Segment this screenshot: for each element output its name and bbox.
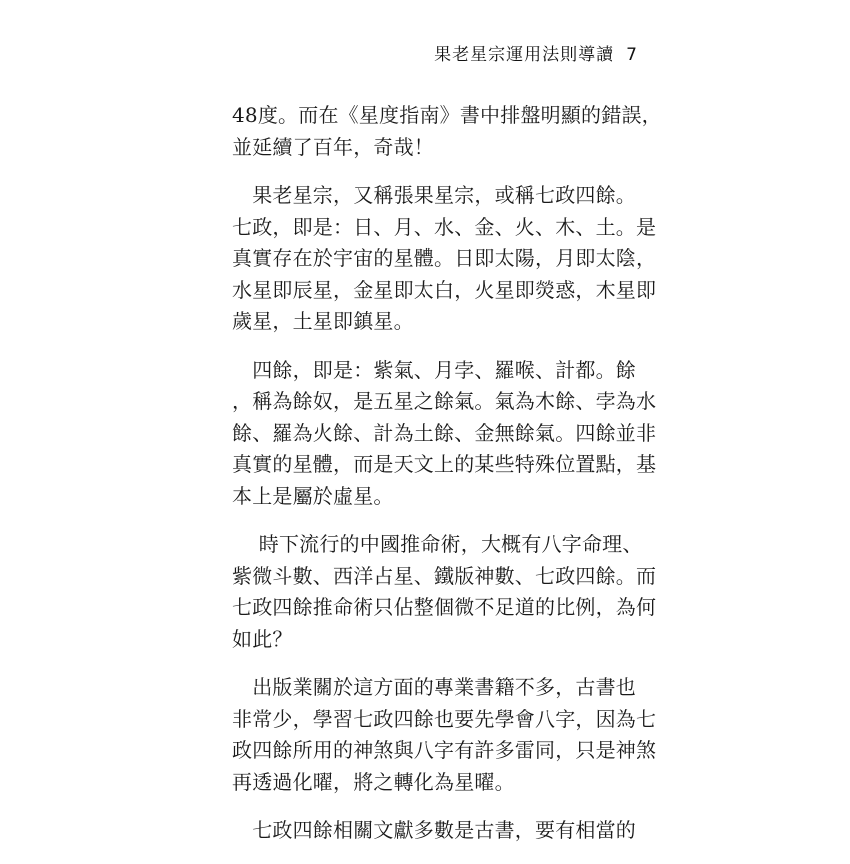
paragraph [232, 815, 642, 847]
text-line: 再透過化曜，將之轉化為星曜。 [232, 769, 515, 794]
text-line: 果老星宗，又稱張果星宗，或稱七政四餘。 [232, 183, 636, 207]
paragraph [232, 529, 657, 655]
text-line: 非常少，學習七政四餘也要先學會八字，因為七 [232, 706, 657, 731]
text-line: 紫微斗數、西洋占星、鐵版神數、七政四餘。而 [232, 563, 657, 588]
text-line: 並延續了百年，奇哉！ [232, 134, 434, 159]
text-line: 出版業關於這方面的專業書籍不多，古書也 [232, 675, 636, 699]
paragraph [232, 180, 657, 338]
page-number: 7 [626, 45, 638, 65]
text-line: 48度。而在《星度指南》書中排盤明顯的錯誤， [232, 103, 662, 127]
text-line: 四餘，即是：紫氣、月孛、羅喉、計都。餘 [232, 357, 636, 382]
paragraph [232, 355, 657, 513]
text-line: 七政，即是：日、月、水、金、火、木、土。是 [232, 214, 657, 239]
text-line: 真實存在於宇宙的星體。日即太陽，月即太陰， [232, 246, 657, 270]
paragraph [232, 672, 657, 798]
text-line: 水星即辰星，金星即太白，火星即熒惑，木星即 [232, 277, 657, 302]
paragraph [232, 100, 662, 163]
text-line: 餘、羅為火餘、計為土餘、金無餘氣。四餘並非 [232, 420, 657, 445]
text-line: 時下流行的中國推命術，大概有八字命理、 [232, 532, 643, 556]
running-header [434, 40, 638, 65]
header-title: 果老星宗運用法則導讀 [434, 45, 615, 65]
text-line: ，稱為餘奴，是五星之餘氣。氣為木餘、孛為水 [232, 389, 657, 413]
text-line: 本上是屬於虛星。 [232, 483, 394, 508]
text-line: 歲星，土星即鎮星。 [232, 309, 414, 333]
text-line: 政四餘所用的神煞與八字有許多雷同，只是神煞 [232, 738, 657, 762]
text-line: 真實的星體，而是天文上的某些特殊位置點，基 [232, 452, 657, 476]
text-line: 七政四餘相關文獻多數是古書，要有相當的 [232, 818, 636, 842]
text-line: 如此？ [232, 626, 293, 651]
text-line: 七政四餘推命術只佔整個微不足道的比例，為何 [232, 595, 657, 619]
body-text [232, 100, 662, 864]
